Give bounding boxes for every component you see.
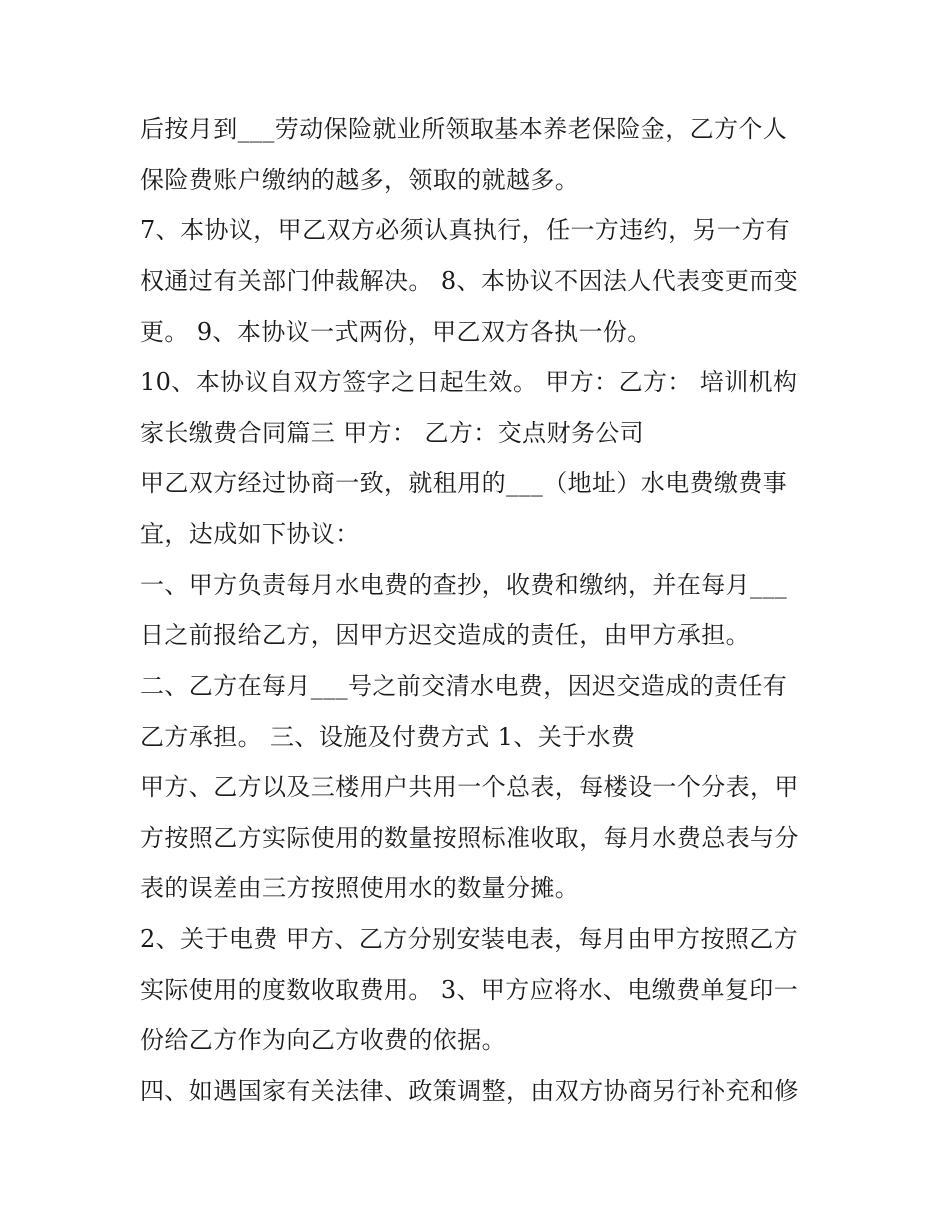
text-line: 家长缴费合同篇三 甲方： 乙方：交点财务公司 <box>140 419 645 447</box>
text-line: 更。 9、本协议一式两份，甲乙双方各执一份。 <box>140 318 652 346</box>
text-line: 权通过有关部门仲裁解决。 8、本协议不因法人代表变更而变 <box>140 267 799 295</box>
text-line: 后按月到___劳动保险就业所领取基本养老保险金，乙方个人 <box>140 115 788 143</box>
text-line: 方按照乙方实际使用的数量按照标准收取，每月水费总表与分 <box>140 824 799 852</box>
text-line: 甲方、乙方以及三楼用户共用一个总表，每楼设一个分表，甲 <box>140 773 799 801</box>
text-line: 一、甲方负责每月水电费的查抄，收费和缴纳，并在每月___ <box>140 571 788 599</box>
text-line: 7、本协议，甲乙双方必须认真执行，任一方违约，另一方有 <box>140 216 791 244</box>
text-line: 甲乙双方经过协商一致，就租用的___（地址）水电费缴费事 <box>140 469 788 497</box>
text-line: 实际使用的度数收取费用。 3、甲方应将水、电缴费单复印一 <box>140 976 799 1004</box>
text-line: 2、关于电费 甲方、乙方分别安装电表，每月由甲方按照乙方 <box>140 925 799 953</box>
text-line: 日之前报给乙方，因甲方迟交造成的责任，由甲方承担。 <box>140 621 750 649</box>
text-line: 乙方承担。 三、设施及付费方式 1、关于水费 <box>140 723 636 751</box>
text-line: 保险费账户缴纳的越多，领取的就越多。 <box>140 166 580 194</box>
text-line: 份给乙方作为向乙方收费的依据。 <box>140 1026 506 1054</box>
text-line: 二、乙方在每月___号之前交清水电费，因迟交造成的责任有 <box>140 672 788 700</box>
text-line: 表的误差由三方按照使用水的数量分摊。 <box>140 874 580 902</box>
text-line: 10、本协议自双方签字之日起生效。 甲方：乙方： 培训机构 <box>140 368 798 396</box>
text-line: 宜，达成如下协议： <box>140 520 360 548</box>
text-line: 四、如遇国家有关法律、政策调整，由双方协商另行补充和修 <box>140 1077 799 1105</box>
